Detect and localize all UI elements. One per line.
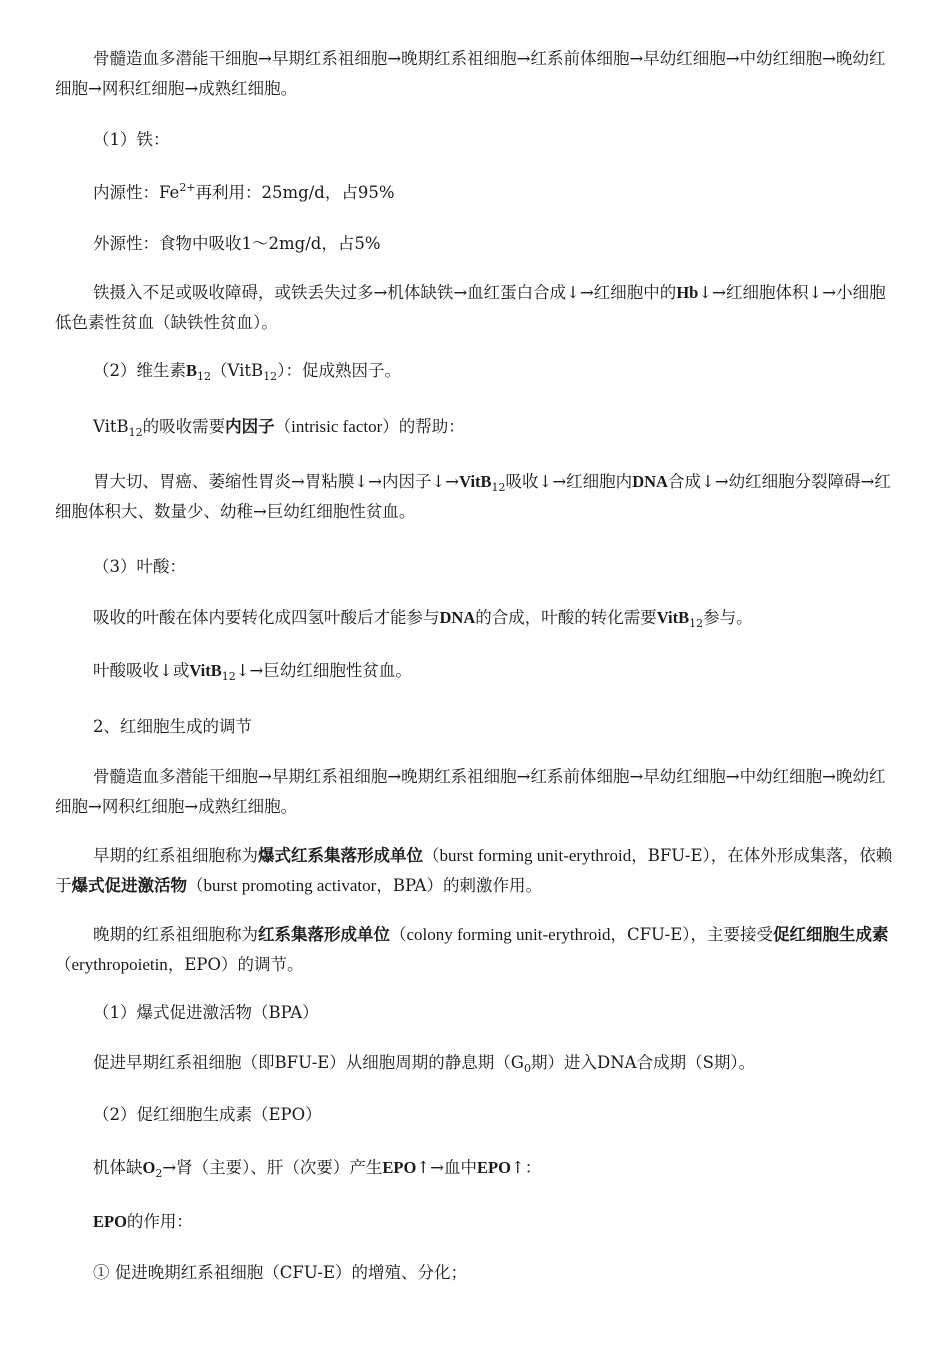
heading-regulation: 2、红细胞生成的调节: [93, 717, 252, 736]
paragraph-folate-anemia: 叶酸吸收↓或VitB$_{12}$↓→巨幼红细胞性贫血。: [93, 661, 412, 683]
list-item-epo-1: ① 促进晚期红系祖细胞（CFU-E）的增殖、分化；: [93, 1263, 468, 1282]
paragraph-gastric: 胃大切、胃癌、萎缩性胃炎→胃粘膜↓→内因子↓→VitB$_{12}$吸收↓→红细胞内DNA合成↓→幼红细胞分裂障碍→红细胞体积大、数量少、幼稚→巨幼红细胞性贫血。: [55, 472, 891, 521]
paragraph-endogenous: 内源性：$Fe^{2+}$再利用：25mg/d，占95%: [93, 181, 395, 202]
paragraph-iron-deficiency: 铁摄入不足或吸收障碍，或铁丢失过多→机体缺铁→血红蛋白合成↓→红细胞中的Hb↓→红细胞体积↓→小细胞低色素性贫血（缺铁性贫血）。: [55, 283, 886, 332]
paragraph-exogenous: 外源性：食物中吸收1～2mg/d，占5%: [93, 234, 381, 253]
heading-vitamin-b12: （2）维生素$B_{12}(VitB_{12})$：促成熟因子。: [93, 361, 401, 383]
heading-epo-role: EPO的作用：: [93, 1212, 193, 1231]
paragraph-bfu-e: 早期的红系祖细胞称为爆式红系集落形成单位（burst forming unit-erythroid，BFU-E），在体外形成集落，依赖于爆式促进激活物（burst promoting activator，BPA）的刺激作用。: [55, 846, 893, 895]
paragraph-erythropoiesis-1: 骨髓造血多潜能干细胞→早期红系祖细胞→晚期红系祖细胞→红系前体细胞→早幼红细胞→中幼红细胞→晚幼红细胞→网积红细胞→成熟红细胞。: [55, 49, 886, 98]
paragraph-folate: 吸收的叶酸在体内要转化成四氢叶酸后才能参与DNA的合成，叶酸的转化需要VitB$_{12}$参与。: [93, 608, 753, 630]
paragraph-intrinsic-factor: VitB$_{12}$的吸收需要内因子（intrisic factor）的帮助：: [93, 417, 465, 439]
heading-epo: （2）促红细胞生成素（EPO）: [93, 1105, 322, 1124]
heading-bpa: （1）爆式促进激活物（BPA）: [93, 1003, 319, 1022]
paragraph-erythropoiesis-2: 骨髓造血多潜能干细胞→早期红系祖细胞→晚期红系祖细胞→红系前体细胞→早幼红细胞→中幼红细胞→晚幼红细胞→网积红细胞→成熟红细胞。: [55, 767, 886, 816]
paragraph-cfu-e: 晚期的红系祖细胞称为红系集落形成单位（colony forming unit-erythroid，CFU-E），主要接受促红细胞生成素（erythropoietin，EPO）的调节。: [55, 925, 889, 974]
paragraph-bpa: 促进早期红系祖细胞（即BFU-E）从细胞周期的静息期（$G_0$期）进入DNA合成期（S期）。: [93, 1053, 756, 1075]
heading-folate: （3）叶酸：: [93, 557, 186, 576]
paragraph-hypoxia: 机体缺$O_2\to$肾（主要）、肝（次要）产生EPO↑→血中EPO↑：: [93, 1158, 542, 1180]
heading-iron: （1）铁：: [93, 130, 170, 149]
